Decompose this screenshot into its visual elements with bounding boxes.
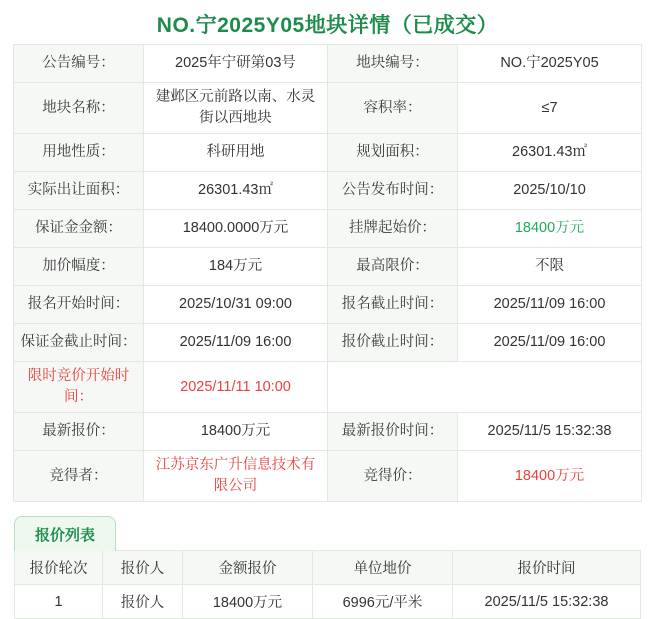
field-value: 18400万元 [458, 451, 642, 502]
cell-bidder: 报价人 [103, 585, 183, 619]
cell-round: 1 [15, 585, 103, 619]
table-row [14, 210, 642, 248]
field-value: ≤7 [458, 83, 642, 134]
table-row [14, 324, 642, 362]
bid-list-tabs [14, 516, 641, 551]
field-label: 地块编号： [328, 45, 458, 83]
table-row [14, 286, 642, 324]
cell-amount: 18400万元 [183, 585, 313, 619]
field-label: 保证金金额： [14, 210, 144, 248]
table-row [14, 83, 642, 134]
bid-list-section [14, 516, 641, 619]
parcel-detail-table [13, 44, 642, 502]
cell-time: 2025/11/5 15:32:38 [453, 585, 641, 619]
field-label: 最新报价时间： [328, 413, 458, 451]
field-value: 2025/11/09 16:00 [144, 324, 328, 362]
table-row [15, 585, 641, 619]
table-row [14, 451, 642, 502]
field-label: 公告编号： [14, 45, 144, 83]
column-header-round: 报价轮次 [15, 551, 103, 585]
field-label: 竞得价： [328, 451, 458, 502]
field-value: 2025/11/5 15:32:38 [458, 413, 642, 451]
column-header-unit-price: 单位地价 [313, 551, 453, 585]
field-label: 限时竞价开始时间： [14, 362, 144, 413]
bid-list-table [14, 550, 641, 619]
field-label: 实际出让面积： [14, 172, 144, 210]
field-label: 公告发布时间： [328, 172, 458, 210]
field-value: 2025/10/31 09:00 [144, 286, 328, 324]
table-row [14, 45, 642, 83]
field-label: 用地性质： [14, 134, 144, 172]
table-header-row [15, 551, 641, 585]
table-row [14, 172, 642, 210]
tab-bid-list[interactable]: 报价列表 [14, 516, 116, 551]
field-value: 2025/11/11 10:00 [144, 362, 328, 413]
field-value: 江苏京东广升信息技术有限公司 [144, 451, 328, 502]
field-value: 不限 [458, 248, 642, 286]
field-value: 2025/10/10 [458, 172, 642, 210]
field-label: 最新报价： [14, 413, 144, 451]
field-label: 规划面积： [328, 134, 458, 172]
table-row [14, 248, 642, 286]
field-label: 保证金截止时间： [14, 324, 144, 362]
field-value: NO.宁2025Y05 [458, 45, 642, 83]
column-header-bidder: 报价人 [103, 551, 183, 585]
page-title-bar [0, 0, 655, 44]
field-value: 建邺区元前路以南、水灵街以西地块 [144, 83, 328, 134]
field-value: 184万元 [144, 248, 328, 286]
column-header-amount: 金额报价 [183, 551, 313, 585]
field-label: 竞得者： [14, 451, 144, 502]
page-title: NO.宁2025Y05地块详情（已成交） [156, 14, 499, 37]
field-label: 地块名称： [14, 83, 144, 134]
table-row [14, 413, 642, 451]
field-value: 26301.43㎡ [144, 172, 328, 210]
field-label: 报价截止时间： [328, 324, 458, 362]
table-row [14, 134, 642, 172]
field-label: 挂牌起始价： [328, 210, 458, 248]
field-value: 26301.43㎡ [458, 134, 642, 172]
field-value: 18400万元 [144, 413, 328, 451]
field-label: 报名截止时间： [328, 286, 458, 324]
column-header-time: 报价时间 [453, 551, 641, 585]
field-value-empty [328, 362, 642, 413]
field-value: 18400万元 [458, 210, 642, 248]
field-label: 报名开始时间： [14, 286, 144, 324]
field-label: 最高限价： [328, 248, 458, 286]
field-label: 容积率： [328, 83, 458, 134]
table-row [14, 362, 642, 413]
field-value: 2025年宁研第03号 [144, 45, 328, 83]
field-value: 科研用地 [144, 134, 328, 172]
field-label: 加价幅度： [14, 248, 144, 286]
field-value: 2025/11/09 16:00 [458, 286, 642, 324]
field-value: 2025/11/09 16:00 [458, 324, 642, 362]
cell-unit-price: 6996元/平米 [313, 585, 453, 619]
field-value: 18400.0000万元 [144, 210, 328, 248]
